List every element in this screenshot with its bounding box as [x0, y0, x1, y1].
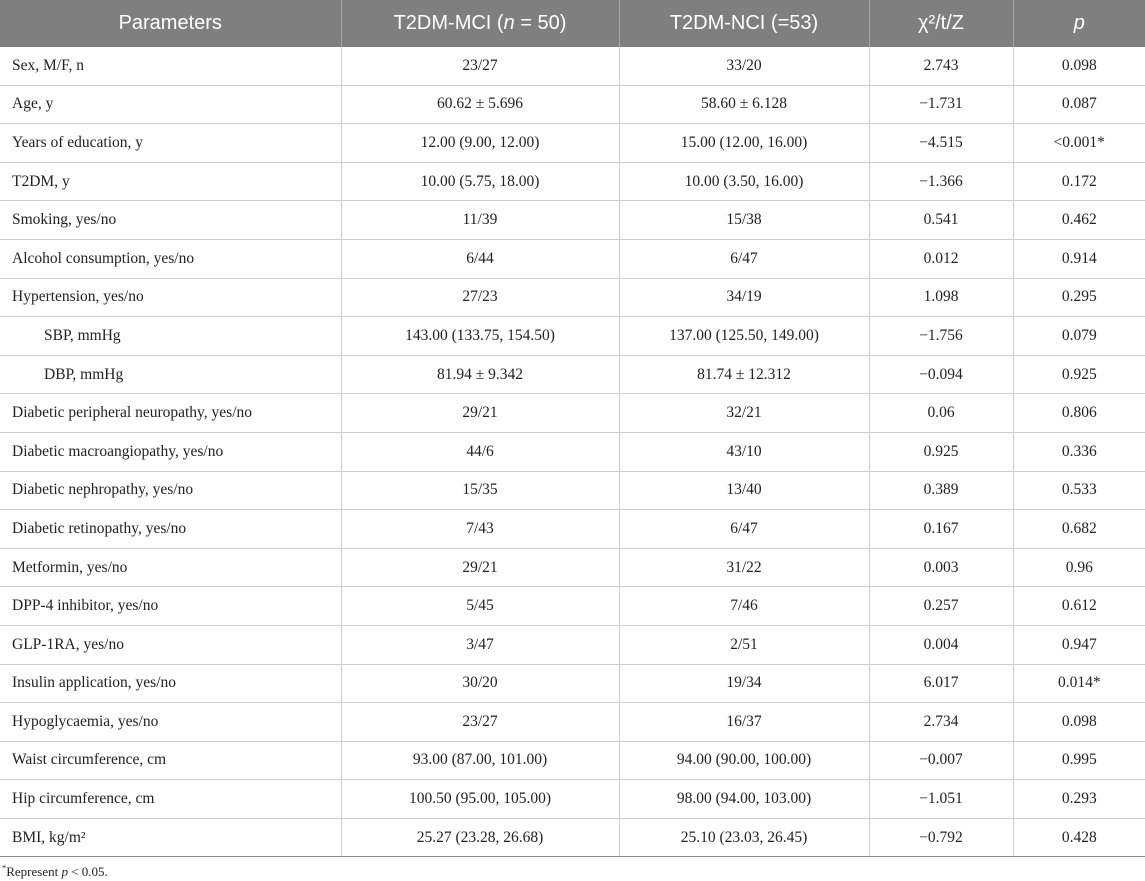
cell-p-value: <0.001* — [1013, 124, 1145, 163]
table-row — [0, 317, 1145, 356]
cell-t2dm-mci: 10.00 (5.75, 18.00) — [341, 162, 619, 201]
table-header — [0, 0, 1145, 47]
table-row — [0, 85, 1145, 124]
cell-t2dm-mci: 27/23 — [341, 278, 619, 317]
cell-t2dm-mci: 15/35 — [341, 471, 619, 510]
cell-p-value: 0.914 — [1013, 239, 1145, 278]
table-row — [0, 587, 1145, 626]
cell-parameter: GLP-1RA, yes/no — [0, 625, 341, 664]
cell-t2dm-mci: 81.94 ± 9.342 — [341, 355, 619, 394]
cell-p-value: 0.462 — [1013, 201, 1145, 240]
table-body — [0, 47, 1145, 857]
table-row — [0, 394, 1145, 433]
cell-statistic: −1.731 — [869, 85, 1013, 124]
cell-statistic: −0.007 — [869, 741, 1013, 780]
cell-t2dm-nci: 33/20 — [619, 47, 869, 85]
cell-t2dm-mci: 23/27 — [341, 47, 619, 85]
cell-t2dm-nci: 16/37 — [619, 703, 869, 742]
cell-t2dm-mci: 93.00 (87.00, 101.00) — [341, 741, 619, 780]
cell-t2dm-mci: 5/45 — [341, 587, 619, 626]
table-row — [0, 162, 1145, 201]
header-row — [0, 0, 1145, 47]
cell-parameter: Smoking, yes/no — [0, 201, 341, 240]
cell-p-value: 0.293 — [1013, 780, 1145, 819]
cell-parameter: Hip circumference, cm — [0, 780, 341, 819]
cell-t2dm-nci: 2/51 — [619, 625, 869, 664]
cell-parameter: Diabetic macroangiopathy, yes/no — [0, 432, 341, 471]
cell-parameter: Age, y — [0, 85, 341, 124]
cell-t2dm-nci: 6/47 — [619, 239, 869, 278]
cell-t2dm-mci: 60.62 ± 5.696 — [341, 85, 619, 124]
header-p-value: p — [1013, 0, 1145, 47]
cell-parameter: DPP-4 inhibitor, yes/no — [0, 587, 341, 626]
cell-parameter: SBP, mmHg — [0, 317, 341, 356]
cell-statistic: 2.734 — [869, 703, 1013, 742]
cell-t2dm-mci: 29/21 — [341, 548, 619, 587]
table-row — [0, 471, 1145, 510]
table-row — [0, 741, 1145, 780]
cell-t2dm-nci: 6/47 — [619, 510, 869, 549]
cell-t2dm-nci: 32/21 — [619, 394, 869, 433]
cell-parameter: Metformin, yes/no — [0, 548, 341, 587]
cell-t2dm-nci: 58.60 ± 6.128 — [619, 85, 869, 124]
cell-t2dm-mci: 6/44 — [341, 239, 619, 278]
cell-statistic: 0.257 — [869, 587, 1013, 626]
cell-p-value: 0.995 — [1013, 741, 1145, 780]
cell-t2dm-nci: 7/46 — [619, 587, 869, 626]
cell-p-value: 0.428 — [1013, 818, 1145, 857]
cell-t2dm-nci: 43/10 — [619, 432, 869, 471]
cell-statistic: 0.012 — [869, 239, 1013, 278]
cell-p-value: 0.098 — [1013, 47, 1145, 85]
cell-p-value: 0.947 — [1013, 625, 1145, 664]
cell-t2dm-mci: 29/21 — [341, 394, 619, 433]
cell-t2dm-nci: 34/19 — [619, 278, 869, 317]
cell-p-value: 0.336 — [1013, 432, 1145, 471]
cell-statistic: 2.743 — [869, 47, 1013, 85]
table-row — [0, 124, 1145, 163]
cell-p-value: 0.098 — [1013, 703, 1145, 742]
cell-parameter: BMI, kg/m² — [0, 818, 341, 857]
cell-p-value: 0.925 — [1013, 355, 1145, 394]
cell-parameter: Diabetic retinopathy, yes/no — [0, 510, 341, 549]
table-row — [0, 664, 1145, 703]
cell-parameter: Sex, M/F, n — [0, 47, 341, 85]
cell-p-value: 0.014* — [1013, 664, 1145, 703]
cell-statistic: 0.389 — [869, 471, 1013, 510]
header-t2dm-nci: T2DM-NCI (=53) — [619, 0, 869, 47]
table-row — [0, 239, 1145, 278]
cell-parameter: Alcohol consumption, yes/no — [0, 239, 341, 278]
header-t2dm-mci: T2DM-MCI (n = 50) — [341, 0, 619, 47]
cell-p-value: 0.172 — [1013, 162, 1145, 201]
cell-t2dm-nci: 15.00 (12.00, 16.00) — [619, 124, 869, 163]
cell-p-value: 0.533 — [1013, 471, 1145, 510]
cell-t2dm-nci: 81.74 ± 12.312 — [619, 355, 869, 394]
cell-t2dm-nci: 137.00 (125.50, 149.00) — [619, 317, 869, 356]
table-row — [0, 355, 1145, 394]
footnote: *Represent p < 0.05. — [2, 862, 108, 879]
table-row — [0, 703, 1145, 742]
cell-statistic: 0.003 — [869, 548, 1013, 587]
header-parameters: Parameters — [0, 0, 341, 47]
cell-t2dm-mci: 143.00 (133.75, 154.50) — [341, 317, 619, 356]
cell-parameter: Insulin application, yes/no — [0, 664, 341, 703]
cell-parameter: T2DM, y — [0, 162, 341, 201]
cell-t2dm-nci: 98.00 (94.00, 103.00) — [619, 780, 869, 819]
cell-t2dm-nci: 25.10 (23.03, 26.45) — [619, 818, 869, 857]
cell-t2dm-mci: 30/20 — [341, 664, 619, 703]
table-row — [0, 818, 1145, 857]
cell-t2dm-mci: 23/27 — [341, 703, 619, 742]
cell-parameter: DBP, mmHg — [0, 355, 341, 394]
cell-t2dm-mci: 11/39 — [341, 201, 619, 240]
cell-statistic: −0.792 — [869, 818, 1013, 857]
table-row — [0, 780, 1145, 819]
table-row — [0, 47, 1145, 85]
cell-parameter: Hypertension, yes/no — [0, 278, 341, 317]
cell-t2dm-mci: 44/6 — [341, 432, 619, 471]
cell-parameter: Diabetic nephropathy, yes/no — [0, 471, 341, 510]
cell-statistic: −4.515 — [869, 124, 1013, 163]
cell-parameter: Diabetic peripheral neuropathy, yes/no — [0, 394, 341, 433]
cell-t2dm-nci: 31/22 — [619, 548, 869, 587]
cell-p-value: 0.96 — [1013, 548, 1145, 587]
cell-statistic: 0.541 — [869, 201, 1013, 240]
cell-t2dm-mci: 100.50 (95.00, 105.00) — [341, 780, 619, 819]
cell-p-value: 0.806 — [1013, 394, 1145, 433]
table-row — [0, 510, 1145, 549]
cell-t2dm-nci: 94.00 (90.00, 100.00) — [619, 741, 869, 780]
cell-statistic: 0.004 — [869, 625, 1013, 664]
cell-statistic: −1.366 — [869, 162, 1013, 201]
cell-p-value: 0.682 — [1013, 510, 1145, 549]
cell-t2dm-nci: 15/38 — [619, 201, 869, 240]
cell-statistic: 0.167 — [869, 510, 1013, 549]
cell-p-value: 0.295 — [1013, 278, 1145, 317]
cell-statistic: 0.925 — [869, 432, 1013, 471]
cell-statistic: 6.017 — [869, 664, 1013, 703]
table-row — [0, 432, 1145, 471]
cell-parameter: Hypoglycaemia, yes/no — [0, 703, 341, 742]
cell-parameter: Years of education, y — [0, 124, 341, 163]
cell-t2dm-nci: 13/40 — [619, 471, 869, 510]
cell-p-value: 0.079 — [1013, 317, 1145, 356]
cell-t2dm-nci: 19/34 — [619, 664, 869, 703]
table-row — [0, 625, 1145, 664]
cell-t2dm-mci: 12.00 (9.00, 12.00) — [341, 124, 619, 163]
cell-statistic: −1.051 — [869, 780, 1013, 819]
header-statistic: χ²/t/Z — [869, 0, 1013, 47]
cell-t2dm-mci: 25.27 (23.28, 26.68) — [341, 818, 619, 857]
cell-p-value: 0.612 — [1013, 587, 1145, 626]
cell-statistic: −1.756 — [869, 317, 1013, 356]
cell-p-value: 0.087 — [1013, 85, 1145, 124]
table-row — [0, 548, 1145, 587]
cell-t2dm-nci: 10.00 (3.50, 16.00) — [619, 162, 869, 201]
table-row — [0, 201, 1145, 240]
table-row — [0, 278, 1145, 317]
cell-t2dm-mci: 3/47 — [341, 625, 619, 664]
cell-statistic: 0.06 — [869, 394, 1013, 433]
cell-statistic: 1.098 — [869, 278, 1013, 317]
cell-t2dm-mci: 7/43 — [341, 510, 619, 549]
cell-statistic: −0.094 — [869, 355, 1013, 394]
cell-parameter: Waist circumference, cm — [0, 741, 341, 780]
